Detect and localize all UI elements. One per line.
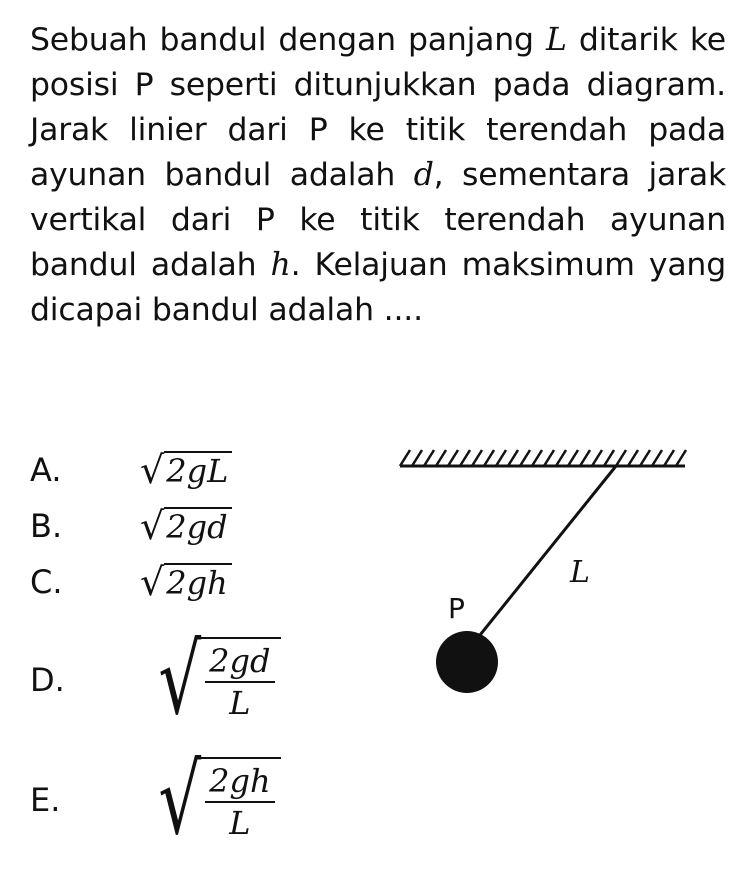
option-letter: E. bbox=[30, 781, 61, 819]
pendulum-string bbox=[476, 466, 616, 640]
variable-L: L bbox=[545, 22, 567, 58]
option-formula: √ $\frac{2gh}{L}$ bbox=[140, 752, 281, 848]
pendulum-svg bbox=[380, 440, 740, 700]
ceiling-hatching bbox=[400, 450, 686, 466]
variable-d: d bbox=[413, 157, 434, 193]
point-p-label: P bbox=[448, 592, 465, 625]
length-label: L bbox=[570, 555, 590, 590]
option-b[interactable] bbox=[30, 496, 232, 556]
option-letter: C. bbox=[30, 563, 63, 601]
option-a[interactable] bbox=[30, 440, 232, 500]
question-text: Sebuah bandul dengan panjang L ditarik ke posisi P seperti ditunjukkan pada diagram. Jarak linier dari P ke titik terendah pada ayunan bandul adalah d, sementara jarak vertikal dari P ke titik terendah ayunan bandul adalah h. Kelajuan maksimum yang dicapai bandul adalah .... bbox=[30, 22, 727, 328]
variable-h: h bbox=[270, 247, 291, 283]
option-letter: D. bbox=[30, 661, 65, 699]
option-formula: √ 2gd bbox=[140, 507, 232, 545]
option-c[interactable] bbox=[30, 552, 232, 612]
pendulum-bob bbox=[436, 631, 498, 693]
option-formula: √ 2gh bbox=[140, 563, 232, 601]
option-letter: A. bbox=[30, 451, 62, 489]
pendulum-diagram bbox=[380, 440, 740, 700]
option-formula: √ 2gL bbox=[140, 451, 232, 489]
option-e[interactable] bbox=[30, 744, 281, 856]
option-letter: B. bbox=[30, 507, 63, 545]
option-formula: √ $\frac{2gd}{L}$ bbox=[140, 632, 281, 728]
option-d[interactable] bbox=[30, 624, 281, 736]
